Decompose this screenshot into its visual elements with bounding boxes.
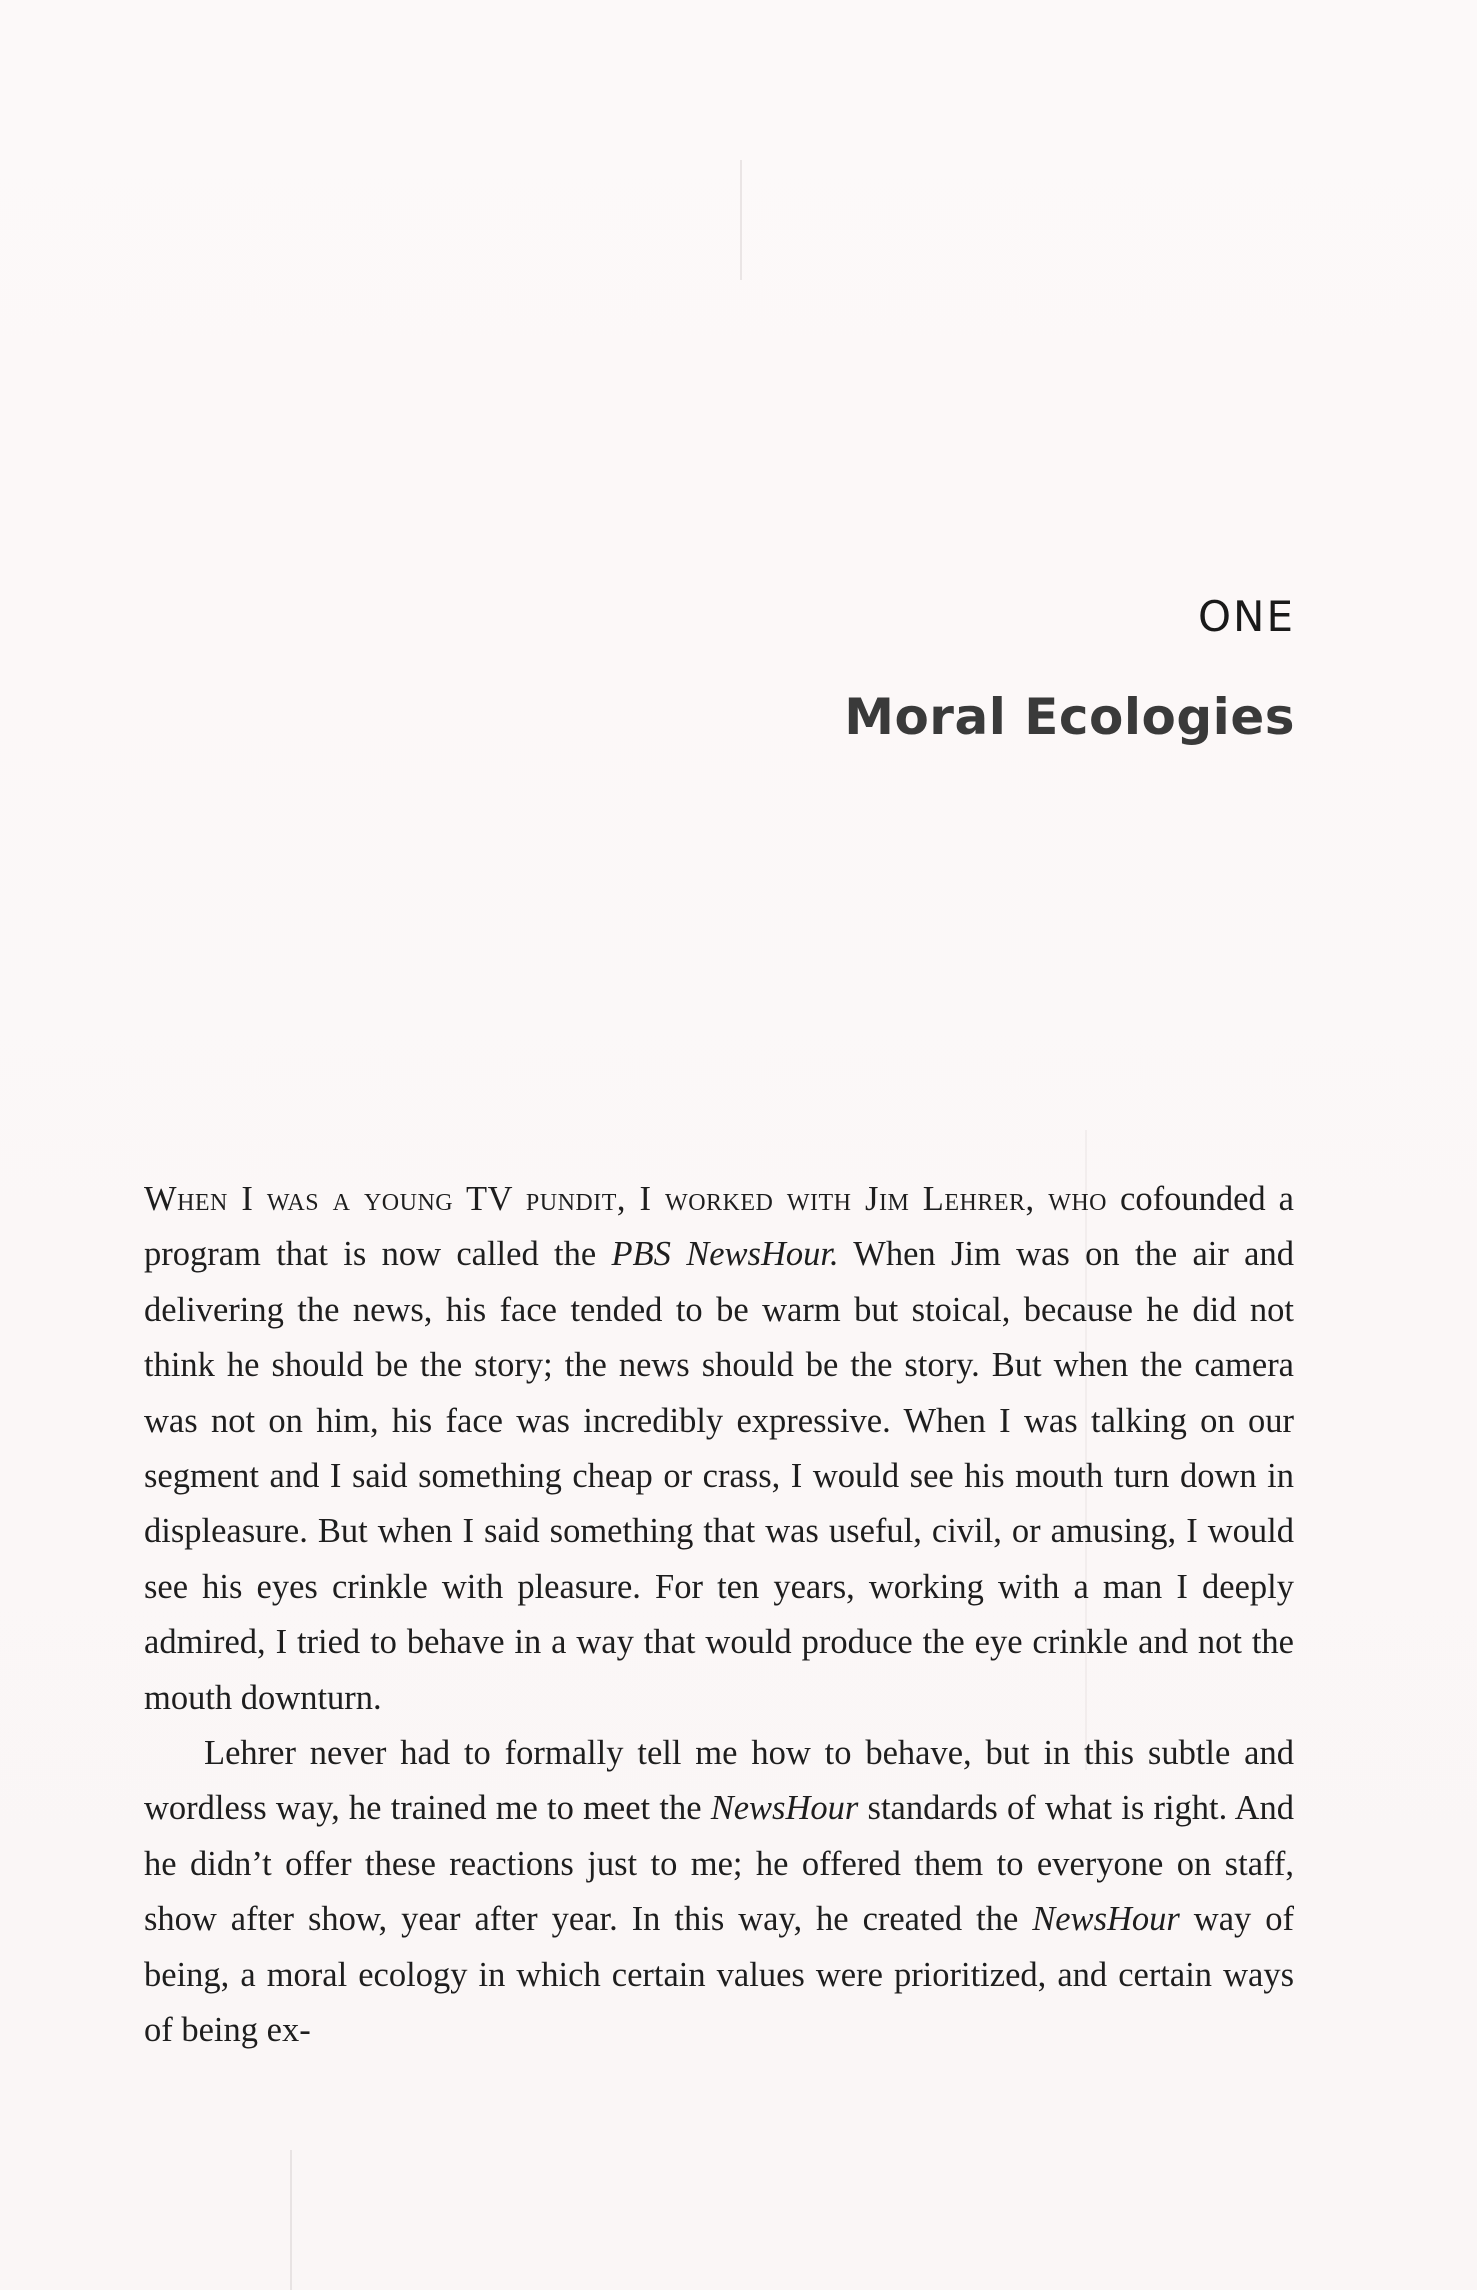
text-segment: Lehrer never had to formally tell me how to behave, but in this subtle and wordless way, he trained me to meet the [144, 1734, 1294, 1828]
chapter-number: ONE [1197, 592, 1295, 641]
italic-title: NewsHour [1032, 1900, 1180, 1939]
paragraph-1 [144, 1172, 1294, 1726]
opening-smallcaps: When I was a young TV pundit, I worked with Jim Lehrer, who [144, 1180, 1108, 1218]
chapter-body [144, 1172, 1294, 2059]
chapter-title: Moral Ecologies [844, 688, 1295, 746]
text-segment: way of being, a moral ecology in which certain values were prioritized, and certain ways of being ex- [144, 1900, 1294, 2050]
text-segment: cofounded a program that is now called the [144, 1180, 1294, 1274]
text-segment: When Jim was on the air and delivering the news, his face tended to be warm but stoical, because he did not think he should be the story; the news should be the story. But when the camera was not on him, his face was incredibly expressive. When I was talking on our segment and I said something cheap or crass, I would see his mouth turn down in displeasure. But when I said something that was useful, civil, or amusing, I would see his eyes crinkle with pleasure. For ten years, working with a man I deeply admired, I tried to behave in a way that would produce the eye crinkle and not the mouth downturn. [144, 1235, 1294, 1717]
scan-artifact [740, 160, 742, 280]
text-segment: standards of what is right. And he didn’t offer these reactions just to me; he offered them to everyone on staff, show after show, year after year. In this way, he created the [144, 1789, 1294, 1939]
scan-artifact [290, 2150, 292, 2290]
paragraph-2 [144, 1726, 1294, 2058]
italic-title: PBS NewsHour. [611, 1235, 839, 1274]
italic-title: NewsHour [710, 1789, 859, 1828]
